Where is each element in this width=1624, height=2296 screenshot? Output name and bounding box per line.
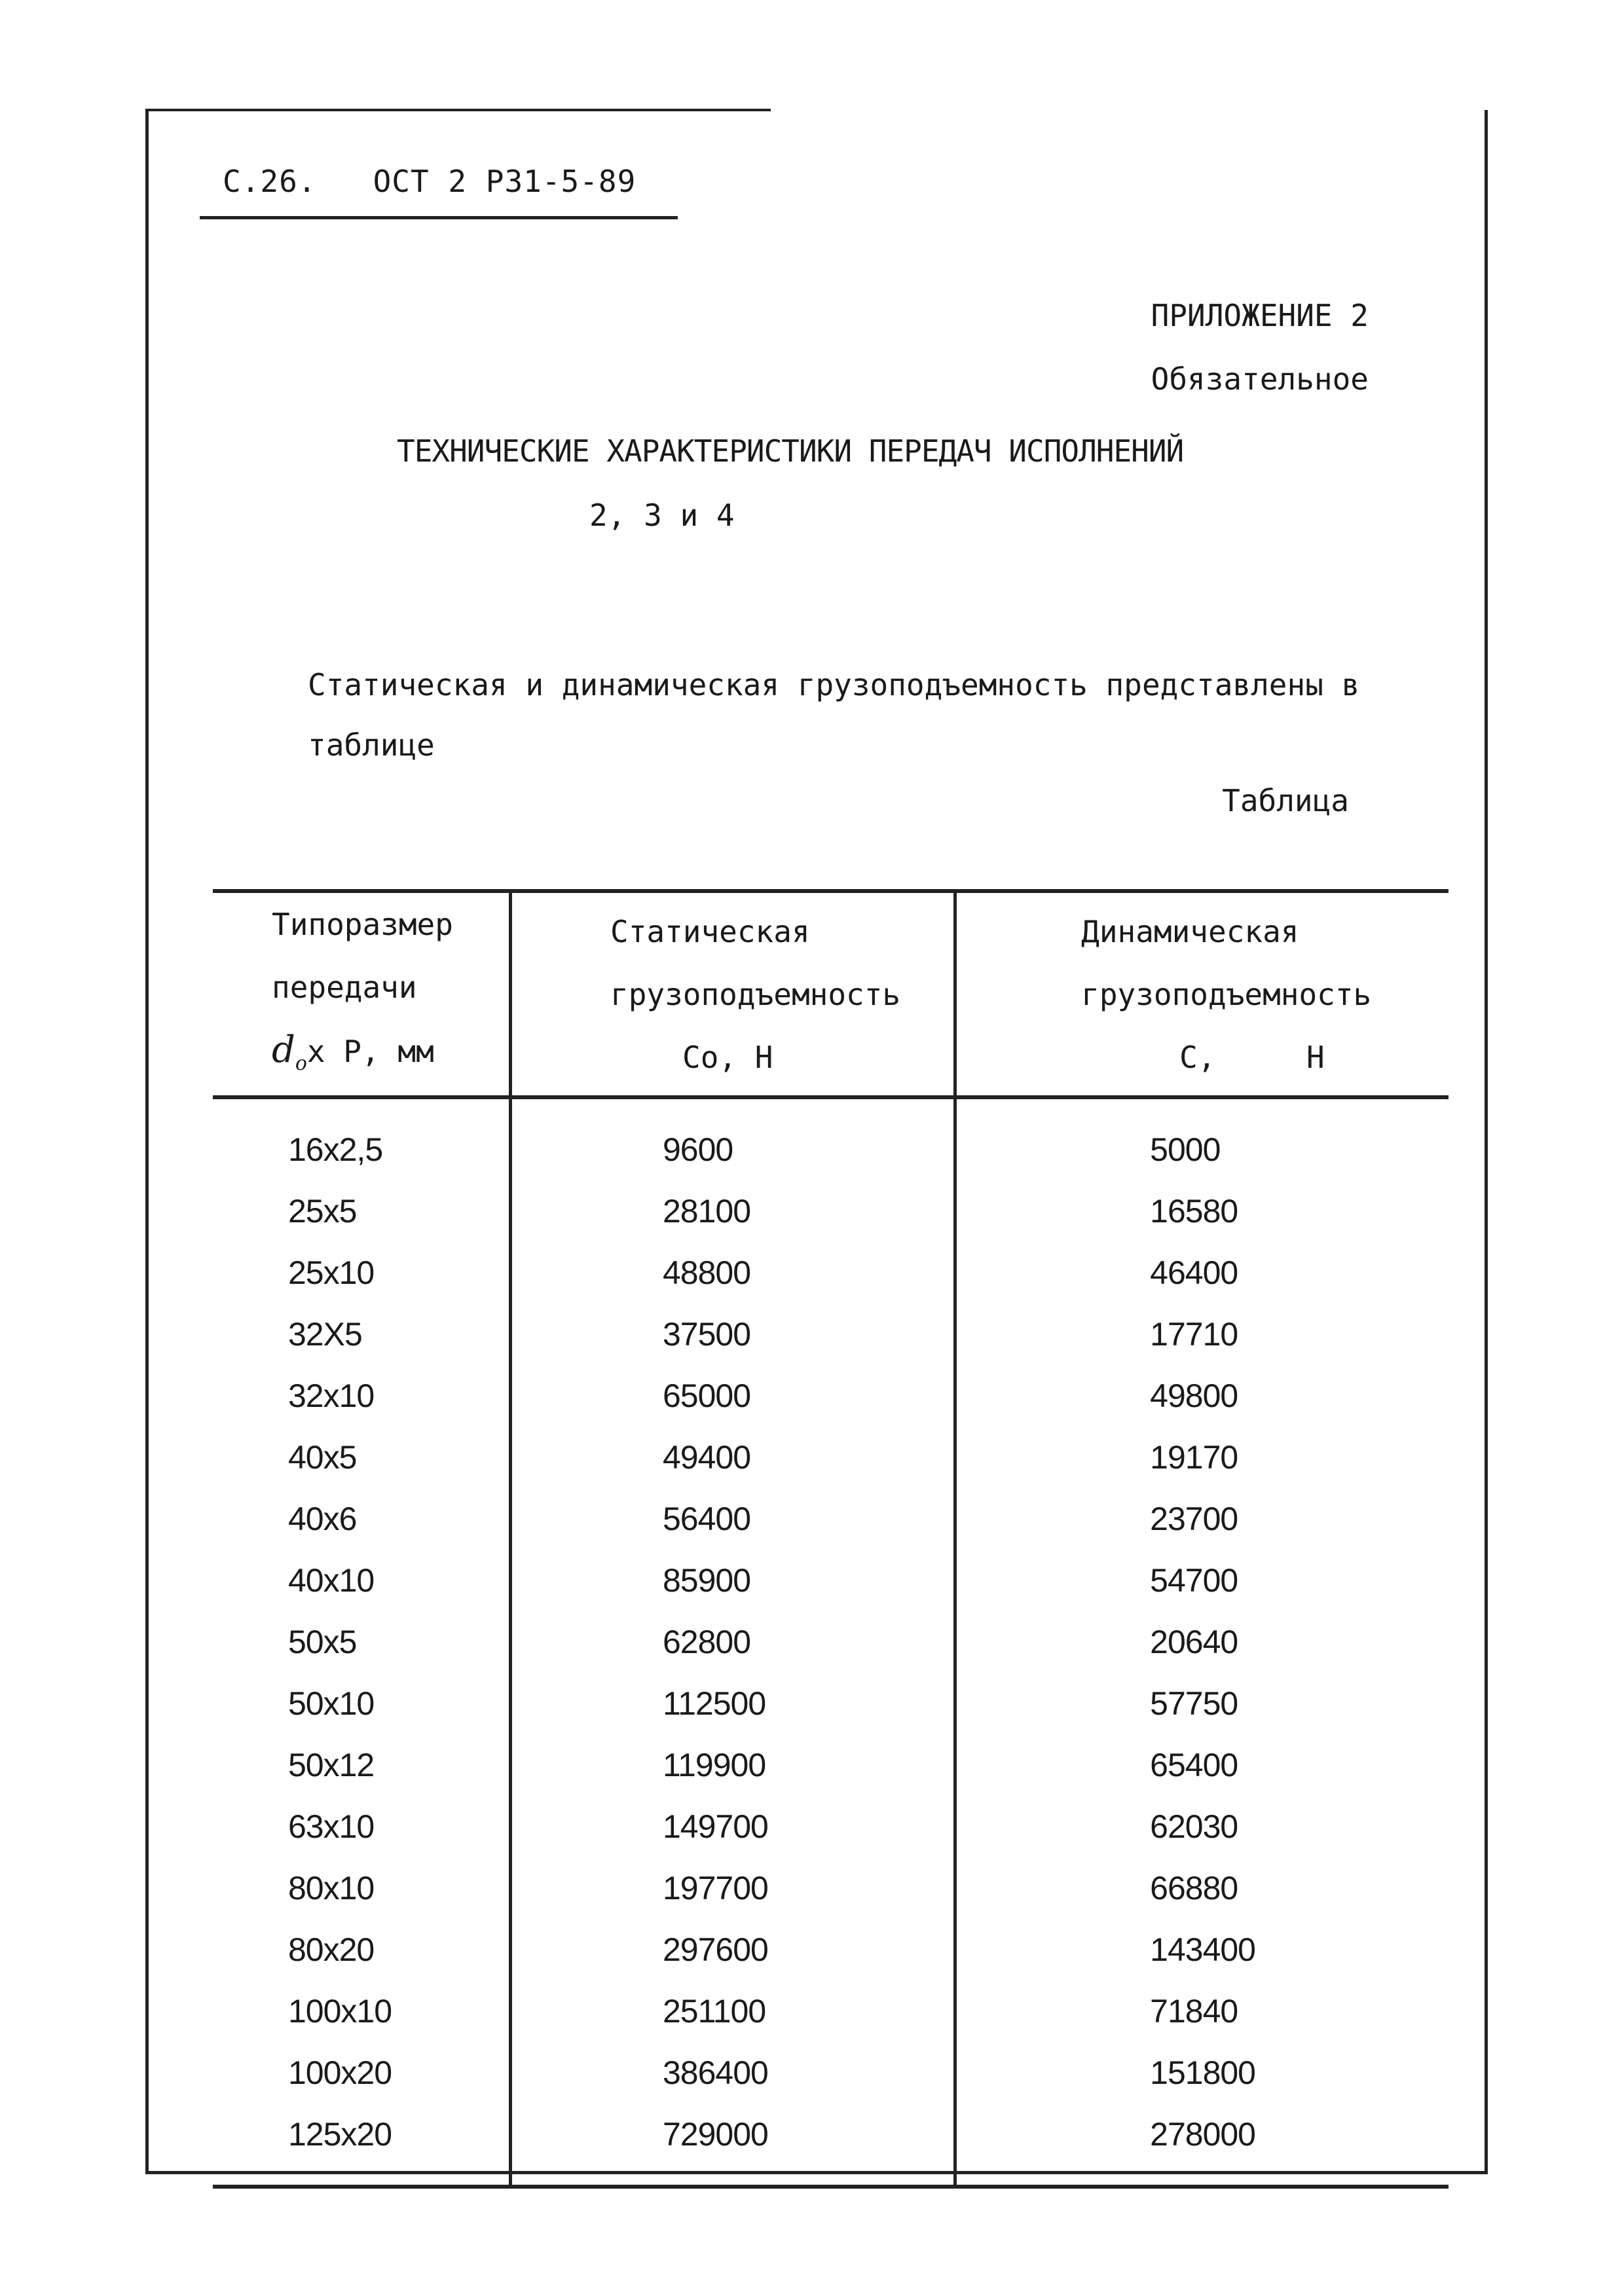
cell-size: 40x5: [213, 1427, 511, 1488]
cell-size: 50x12: [213, 1734, 511, 1796]
cell-size: 32X5: [213, 1303, 511, 1365]
cell-static-load: 297600: [511, 1919, 955, 1980]
cell-size: 25x5: [213, 1180, 511, 1242]
cell-dynamic-load: 151800: [1150, 2054, 1255, 2092]
header-dynamic-load: Динамическая грузоподъемность С, Н: [955, 891, 1449, 1097]
cell-size: 25x10: [213, 1242, 511, 1303]
cell-static-load: 386400: [511, 2042, 955, 2104]
cell-dynamic-load: 20640: [1150, 1624, 1238, 1661]
header-size: Типоразмер передачи $d_ox$ P, мм: [213, 891, 511, 1097]
cell-size: 32x10: [213, 1365, 511, 1427]
appendix-status: Обязательное: [1151, 361, 1369, 397]
table-row: [213, 1488, 1449, 1550]
cell-static-load: 9600: [511, 1097, 955, 1180]
cell-size: 16x2,5: [213, 1097, 511, 1180]
cell-size: 100x20: [213, 2042, 511, 2104]
cell-dynamic-load: 23700: [1150, 1501, 1238, 1538]
cell-size: 100x10: [213, 1980, 511, 2042]
header-static-load: Статическая грузоподъемность Co, Н: [511, 891, 955, 1097]
cell-dynamic-load: 57750: [1150, 1685, 1238, 1722]
cell-size: 80x20: [213, 1919, 511, 1980]
cell-dynamic-load: 49800: [1150, 1377, 1238, 1415]
table-row: [213, 1242, 1449, 1303]
table-row: [213, 1919, 1449, 1980]
cell-static-load: 56400: [511, 1488, 955, 1550]
document-title: ТЕХНИЧЕСКИЕ ХАРАКТЕРИСТИКИ ПЕРЕДАЧ ИСПОЛНЕНИЙ: [397, 433, 1184, 469]
cell-size: 50x10: [213, 1673, 511, 1734]
table-label: Таблица: [1222, 783, 1349, 818]
specifications-table: [213, 889, 1449, 2189]
page-number: С.26.: [223, 164, 317, 199]
cell-dynamic-load: 54700: [1150, 1562, 1238, 1599]
cell-static-load: 65000: [511, 1365, 955, 1427]
cell-dynamic-load: 71840: [1150, 1993, 1238, 2030]
cell-dynamic-load: 16580: [1150, 1193, 1238, 1230]
cell-dynamic-load: 66880: [1150, 1870, 1238, 1907]
cell-dynamic-load: 143400: [1150, 1931, 1255, 1969]
cell-static-load: 197700: [511, 1857, 955, 1919]
table-row: [213, 1097, 1449, 1180]
header-underline: [200, 216, 678, 219]
table-row: [213, 1180, 1449, 1242]
cell-size: 63x10: [213, 1796, 511, 1857]
cell-static-load: 62800: [511, 1611, 955, 1673]
table-row: [213, 1673, 1449, 1734]
table-row: [213, 2104, 1449, 2187]
table-row: [213, 1734, 1449, 1796]
appendix-label: ПРИЛОЖЕНИЕ 2: [1151, 298, 1369, 333]
cell-dynamic-load: 5000: [1150, 1131, 1221, 1169]
cell-static-load: 149700: [511, 1796, 955, 1857]
cell-static-load: 251100: [511, 1980, 955, 2042]
intro-paragraph: Статическая и динамическая грузоподъемность представлены в таблице: [308, 667, 1360, 763]
table-header-row: [213, 891, 1449, 1097]
cell-dynamic-load: 278000: [1150, 2116, 1255, 2153]
table-row: [213, 1796, 1449, 1857]
cell-dynamic-load: 46400: [1150, 1254, 1238, 1292]
document-title-line2: 2, 3 и 4: [589, 498, 735, 533]
table-row: [213, 1980, 1449, 2042]
cell-static-load: 49400: [511, 1427, 955, 1488]
table-row: [213, 1857, 1449, 1919]
standard-number: ОСТ 2 Р31-5-89: [373, 164, 637, 199]
cell-dynamic-load: 17710: [1150, 1316, 1238, 1353]
table-row: [213, 1365, 1449, 1427]
cell-static-load: 28100: [511, 1180, 955, 1242]
table-row: [213, 1550, 1449, 1611]
cell-static-load: 37500: [511, 1303, 955, 1365]
cell-static-load: 85900: [511, 1550, 955, 1611]
table-row: [213, 2042, 1449, 2104]
cell-static-load: 729000: [511, 2104, 955, 2187]
cell-size: 50x5: [213, 1611, 511, 1673]
cell-dynamic-load: 19170: [1150, 1439, 1238, 1476]
table-row: [213, 1303, 1449, 1365]
cell-dynamic-load: 65400: [1150, 1747, 1238, 1784]
cell-size: 40x6: [213, 1488, 511, 1550]
diameter-symbol: $d_o$: [272, 1029, 307, 1076]
cell-size: 125x20: [213, 2104, 511, 2187]
table-row: [213, 1611, 1449, 1673]
cell-static-load: 48800: [511, 1242, 955, 1303]
cell-static-load: 119900: [511, 1734, 955, 1796]
cell-static-load: 112500: [511, 1673, 955, 1734]
cell-size: 80x10: [213, 1857, 511, 1919]
cell-dynamic-load: 62030: [1150, 1808, 1238, 1846]
table-row: [213, 1427, 1449, 1488]
page-header: [223, 164, 636, 199]
cell-size: 40x10: [213, 1550, 511, 1611]
